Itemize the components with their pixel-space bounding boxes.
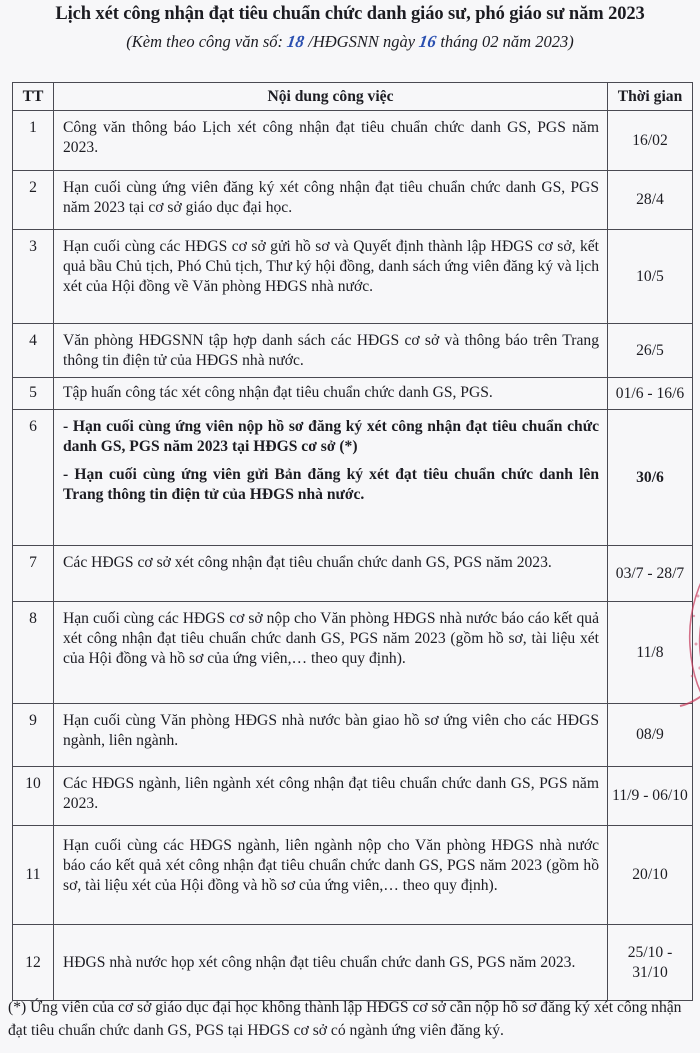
row-time: 16/02 [608,111,693,171]
row-number: 7 [13,546,54,602]
subtitle-mid: /HĐGSNN ngày [304,32,420,51]
row-content: Hạn cuối cùng các HĐGS cơ sở nộp cho Văn phòng HĐGS nhà nước báo cáo kết quả xét công nhận đạt tiêu chuẩn chức danh GS, PGS năm 2023 (gồm hồ sơ, tài liệu xét của Hội đồng và hồ sơ của ứng viên,… theo quy định). [54,602,608,704]
row-content: Hạn cuối cùng ứng viên đăng ký xét công nhận đạt tiêu chuẩn chức danh GS, PGS năm 2023 tại cơ sở giáo dục đại học. [54,171,608,230]
row-content [54,410,608,546]
row-content-part: - Hạn cuối cùng ứng viên gửi Bản đăng ký xét đạt tiêu chuẩn chức danh lên Trang thông tin điện tử của HĐGS nhà nước. [63,466,599,503]
row-number: 2 [13,171,54,230]
row-time: 26/5 [608,324,693,378]
row-number: 3 [13,230,54,324]
row-content: Các HĐGS ngành, liên ngành xét công nhận đạt tiêu chuẩn chức danh GS, PGS năm 2023. [54,767,608,826]
subtitle-suffix: tháng 02 năm 2023) [436,32,574,51]
header-content: Nội dung công việc [54,83,608,111]
row-number: 11 [13,826,54,925]
row-content: Hạn cuối cùng các HĐGS ngành, liên ngành nộp cho Văn phòng HĐGS nhà nước báo cáo kết quả xét công nhận đạt tiêu chuẩn chức danh GS, PGS năm 2023 (gồm hồ sơ, tài liệu xét của Hội đồng và hồ sơ của ứng viên,… theo quy định). [54,826,608,925]
table-row [13,546,693,602]
table-row [13,410,693,546]
row-number: 12 [13,925,54,1001]
row-content: Hạn cuối cùng Văn phòng HĐGS nhà nước bàn giao hồ sơ ứng viên cho các HĐGS ngành, liên ngành. [54,704,608,767]
table-row [13,171,693,230]
table-row [13,111,693,171]
table-row [13,767,693,826]
header-tt: TT [13,83,54,111]
row-number: 9 [13,704,54,767]
table-header-row [13,83,693,111]
row-number: 1 [13,111,54,171]
row-time: 11/9 - 06/10 [608,767,693,826]
row-content: Các HĐGS cơ sở xét công nhận đạt tiêu chuẩn chức danh GS, PGS năm 2023. [54,546,608,602]
row-time: 03/7 - 28/7 [608,546,693,602]
table-row [13,925,693,1001]
table-row [13,602,693,704]
document-title: Lịch xét công nhận đạt tiêu chuẩn chức danh giáo sư, phó giáo sư năm 2023 [55,4,645,24]
table-row [13,378,693,410]
schedule-table [12,82,693,1001]
row-number: 4 [13,324,54,378]
document-subtitle [0,32,700,52]
row-time: 01/6 - 16/6 [608,378,693,410]
row-number: 5 [13,378,54,410]
row-time: 11/8 [608,602,693,704]
row-time: 25/10 - 31/10 [608,925,693,1001]
table-row [13,324,693,378]
row-time: 28/4 [608,171,693,230]
row-time: 08/9 [608,704,693,767]
footnote: (*) Ứng viên của cơ sở giáo dục đại học không thành lập HĐGS cơ sở cần nộp hồ sơ đăng ký xét công nhận đạt tiêu chuẩn chức danh GS, PGS tại HĐGS cơ sở có ngành ứng viên đăng ký. [8,999,682,1039]
row-content: Công văn thông báo Lịch xét công nhận đạt tiêu chuẩn chức danh GS, PGS năm 2023. [54,111,608,171]
header-time: Thời gian [608,83,693,111]
row-content: Văn phòng HĐGSNN tập hợp danh sách các HĐGS cơ sở và thông báo trên Trang thông tin điện tử của HĐGS nhà nước. [54,324,608,378]
row-content: HĐGS nhà nước họp xét công nhận đạt tiêu chuẩn chức danh GS, PGS năm 2023. [54,925,608,1001]
table-row [13,704,693,767]
row-content: Tập huấn công tác xét công nhận đạt tiêu chuẩn chức danh GS, PGS. [54,378,608,410]
row-number: 8 [13,602,54,704]
handwritten-doc-number: 18 [285,32,306,51]
row-time: 30/6 [608,410,693,546]
row-time: 10/5 [608,230,693,324]
row-time: 20/10 [608,826,693,925]
handwritten-day: 16 [417,32,438,51]
row-number: 6 [13,410,54,546]
row-content: Hạn cuối cùng các HĐGS cơ sở gửi hồ sơ và Quyết định thành lập HĐGS cơ sở, kết quả bầu Chủ tịch, Phó Chủ tịch, Thư ký hội đồng, danh sách ứng viên đăng ký và lịch xét của Hội đồng về Văn phòng HĐGS nhà nước. [54,230,608,324]
row-content-part: - Hạn cuối cùng ứng viên nộp hồ sơ đăng ký xét công nhận đạt tiêu chuẩn chức danh GS, PGS năm 2023 tại HĐGS cơ sở (*) [63,418,599,455]
table-row [13,230,693,324]
row-number: 10 [13,767,54,826]
table-row [13,826,693,925]
subtitle-prefix: (Kèm theo công văn số: [126,32,288,51]
